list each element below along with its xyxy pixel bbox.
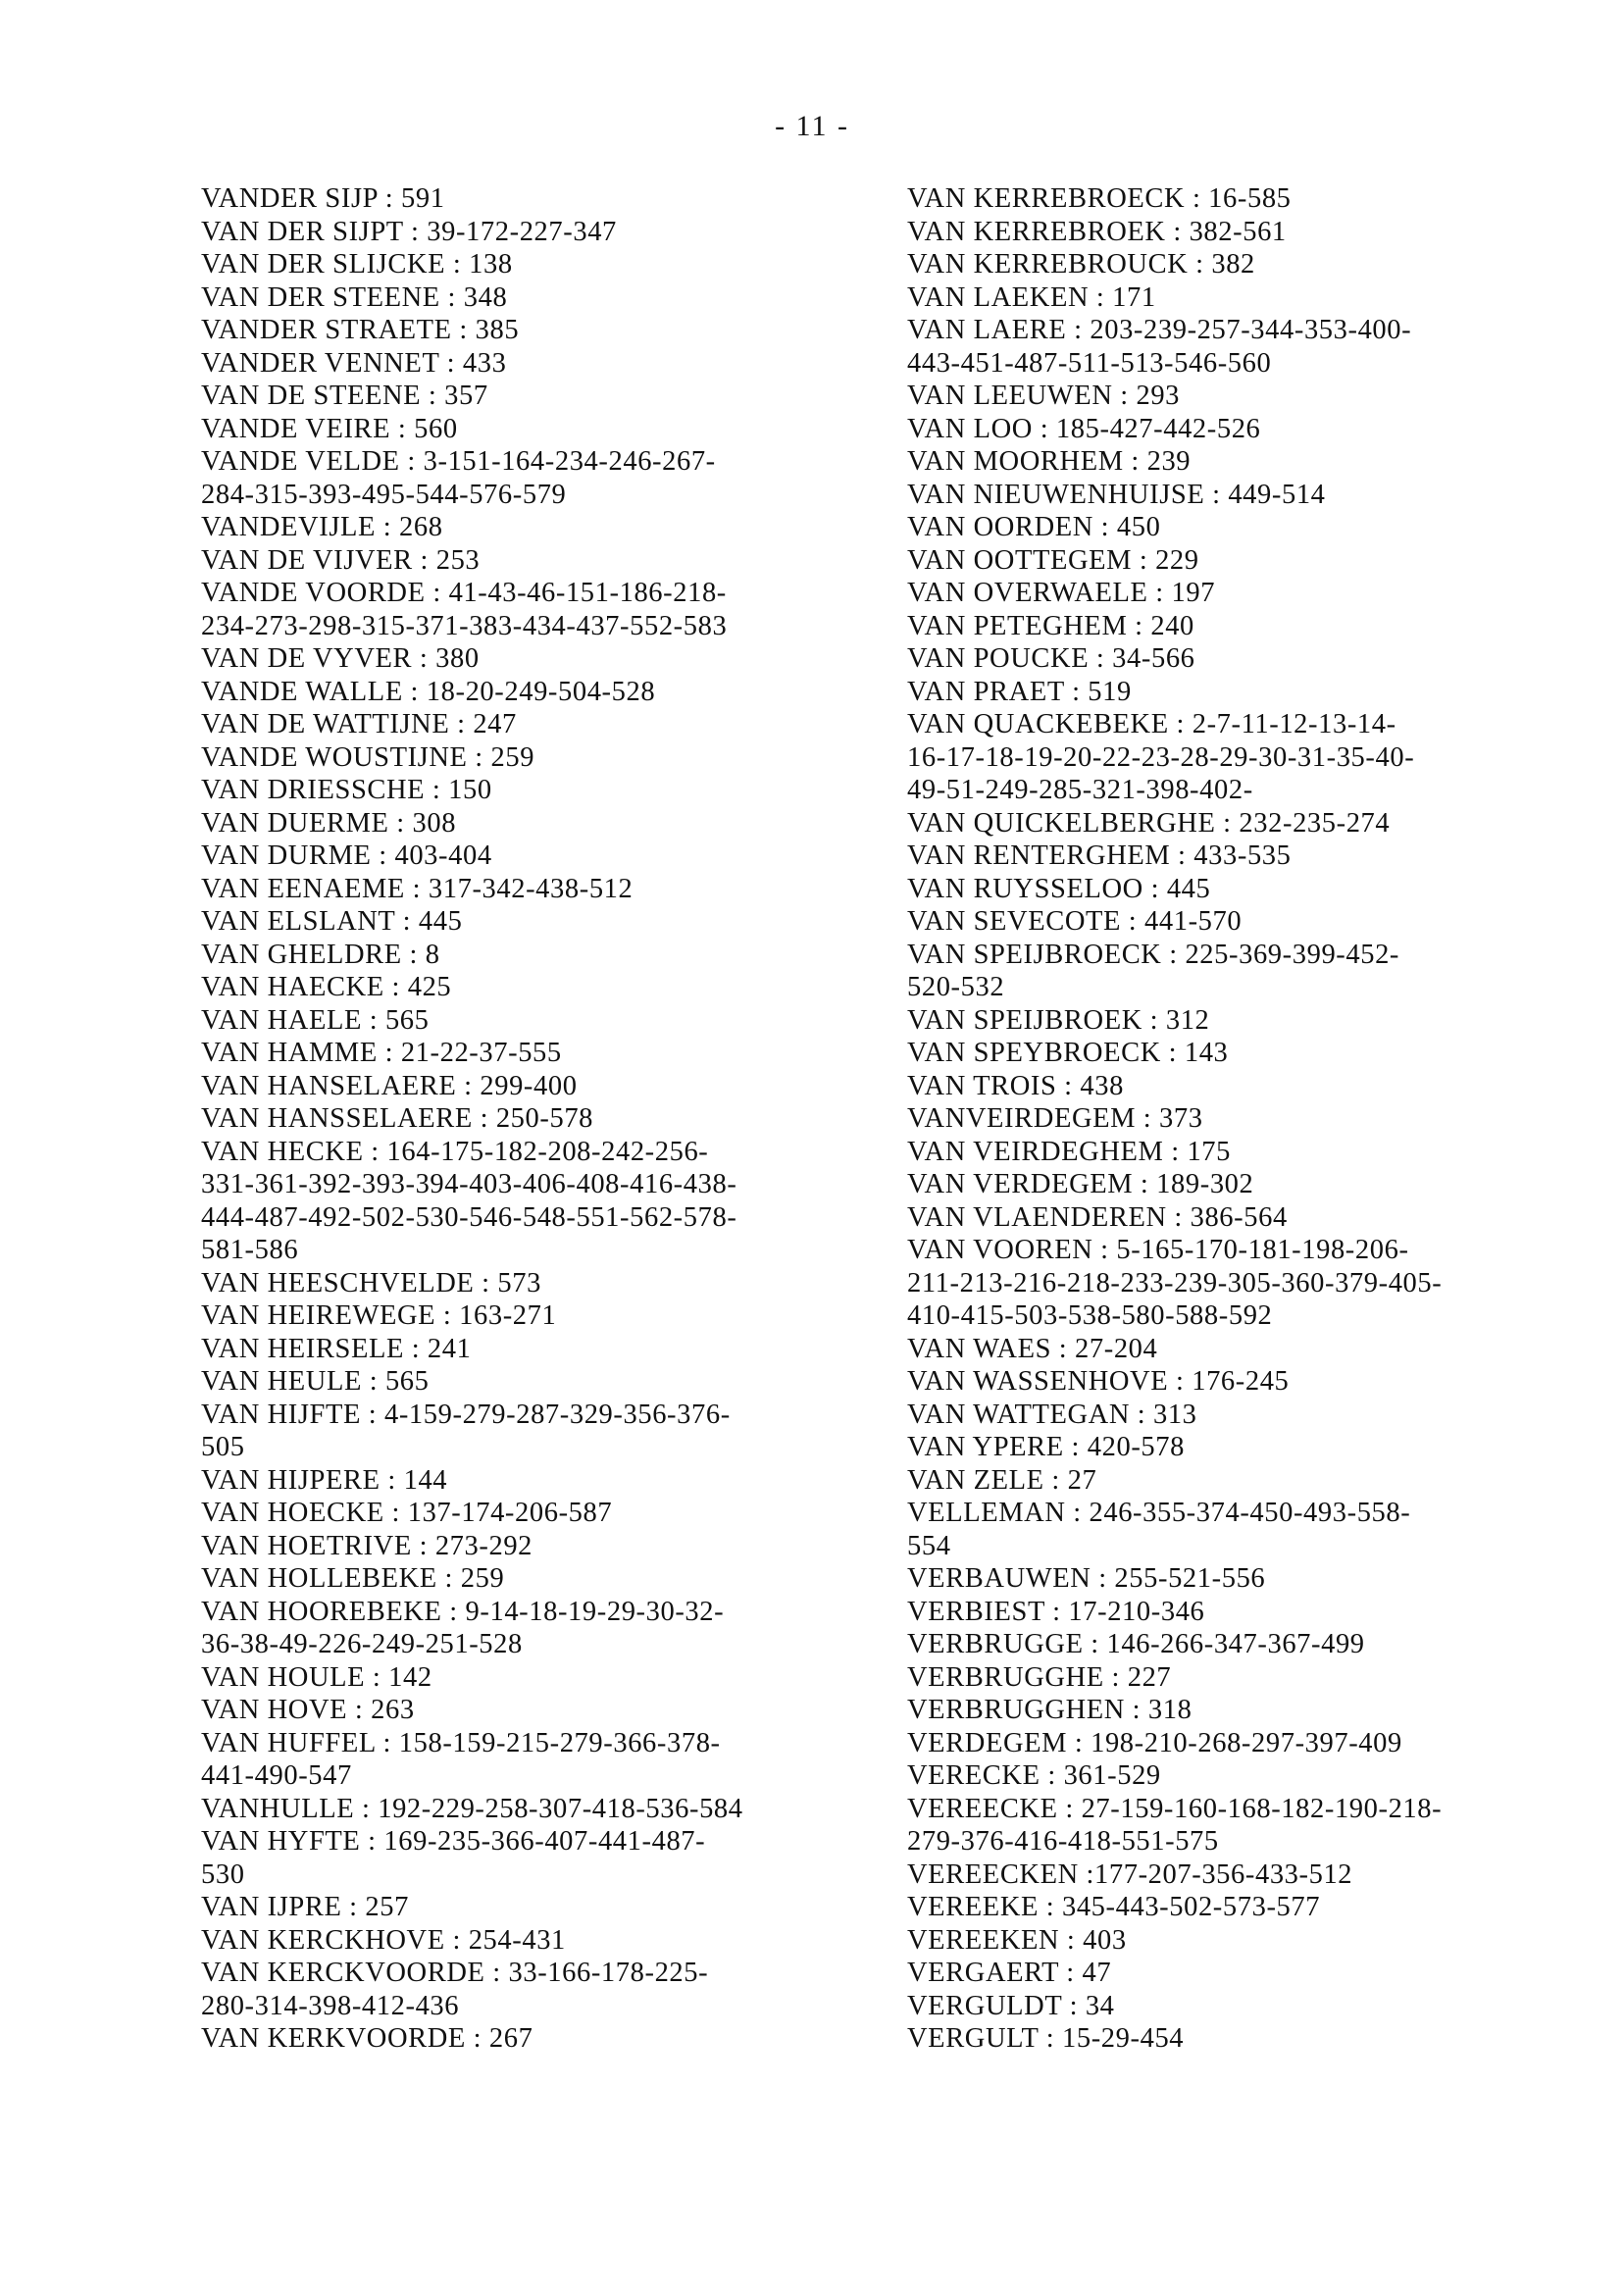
index-entry-line: VANVEIRDEGEM : 373 [907,1103,1203,1134]
index-entry-line: VAN SPEIJBROECK : 225-369-399-452- [907,939,1400,970]
index-entry-line: VEREEKEN : 403 [907,1924,1127,1956]
index-column-left [201,182,868,2056]
index-entry-line: VAN HEIRSELE : 241 [201,1333,472,1364]
index-entry-line: VAN LEEUWEN : 293 [907,381,1181,411]
index-entry-line: 444-487-492-502-530-546-548-551-562-578- [201,1201,737,1233]
index-entry-line: VAN HOVE : 263 [201,1695,415,1725]
index-entry-line: VERGULT : 15-29-454 [907,2023,1185,2054]
index-entry-line: 16-17-18-19-20-22-23-28-29-30-31-35-40- [907,741,1415,773]
index-entry-line: VAN DE WATTIJNE : 247 [201,709,517,739]
index-entry-line: VAN LAERE : 203-239-257-344-353-400- [907,315,1412,345]
index-entry-line: 331-361-392-393-394-403-406-408-416-438- [201,1169,737,1199]
index-entry-line: VAN HOETRIVE : 273-292 [201,1530,533,1561]
index-entry-line: VERGAERT : 47 [907,1958,1112,1988]
index-entry-line: 441-490-547 [201,1760,352,1791]
index-entry-line: 279-376-416-418-551-575 [907,1826,1219,1857]
index-entry-line: VERDEGEM : 198-210-268-297-397-409 [907,1727,1402,1758]
index-entry-line: VAN MOORHEM : 239 [907,446,1192,477]
index-entry-line: VAN ZELE : 27 [907,1464,1097,1496]
index-entry-line: VAN HAMME : 21-22-37-555 [201,1038,562,1068]
index-entry-line: VAN DE VIJVER : 253 [201,544,481,576]
index-entry-line: 505 [201,1432,245,1462]
index-entry-line: VEREECKEN :177-207-356-433-512 [907,1858,1353,1890]
index-entry-line: VANDE VOORDE : 41-43-46-151-186-218- [201,578,727,608]
index-entry-line: VAN HEULE : 565 [201,1366,430,1397]
index-entry-line: VAN DURME : 403-404 [201,840,492,871]
index-column-right [907,182,1574,2056]
index-entry-line: VAN PETEGHEM : 240 [907,610,1194,641]
index-entry-line: VAN VEIRDEGHEM : 175 [907,1136,1231,1167]
index-entry-line: VAN HECKE : 164-175-182-208-242-256- [201,1136,709,1167]
index-entry-line: VANDE WOUSTIJNE : 259 [201,741,535,773]
index-entry-line: VAN RUYSSELOO : 445 [907,873,1211,904]
index-entry-line: VANDE VEIRE : 560 [201,413,458,444]
index-entry-line: VAN NIEUWENHUIJSE : 449-514 [907,479,1326,510]
index-entry-line: VAN DE VYVER : 380 [201,643,480,674]
index-entry-line: 410-415-503-538-580-588-592 [907,1300,1273,1331]
index-entry-line: VERBIEST : 17-210-346 [907,1596,1205,1627]
index-entry-line: VANHULLE : 192-229-258-307-418-536-584 [201,1793,743,1824]
index-entry-line: VAN HEESCHVELDE : 573 [201,1267,541,1298]
index-entry-line: VAN HOLLEBEKE : 259 [201,1563,505,1594]
index-entry-line: VAN DER SIJPT : 39-172-227-347 [201,216,617,247]
index-entry-line: VAN LAEKEN : 171 [907,281,1156,313]
index-entry-line: VAN DER SLIJCKE : 138 [201,249,513,280]
index-entry-line: VANDEVIJLE : 268 [201,512,443,542]
index-entry-line: VAN PRAET : 519 [907,676,1132,707]
index-entry-line: VAN OORDEN : 450 [907,512,1161,542]
index-entry-line: VERECKE : 361-529 [907,1760,1161,1791]
index-entry-line: VAN OOTTEGEM : 229 [907,544,1199,576]
index-entry-line: VANDE WALLE : 18-20-249-504-528 [201,676,656,707]
index-entry-line: VERBRUGGHEN : 318 [907,1695,1193,1725]
index-entry-line: VAN KERREBROECK : 16-585 [907,183,1292,214]
index-entry-line: VEREEKE : 345-443-502-573-577 [907,1892,1321,1922]
index-entry-line: VAN DER STEENE : 348 [201,281,508,313]
index-entry-line: VAN HANSELAERE : 299-400 [201,1070,578,1101]
index-entry-line: VERBRUGGE : 146-266-347-367-499 [907,1629,1365,1659]
index-entry-line: VAN WAES : 27-204 [907,1333,1158,1364]
index-entry-line: VAN LOO : 185-427-442-526 [907,413,1261,444]
index-entry-line: VAN RENTERGHEM : 433-535 [907,840,1292,871]
index-entry-line: VAN SEVECOTE : 441-570 [907,906,1243,937]
index-entry-line: VAN VERDEGEM : 189-302 [907,1169,1254,1199]
index-entry-line: VAN HIJPERE : 144 [201,1464,448,1496]
index-entry-line: VAN QUICKELBERGHE : 232-235-274 [907,807,1391,839]
index-entry-line: VAN HANSSELAERE : 250-578 [201,1103,594,1134]
index-entry-line: VAN HIJFTE : 4-159-279-287-329-356-376- [201,1399,731,1430]
index-entry-line: VERBAUWEN : 255-521-556 [907,1563,1266,1594]
index-entry-line: VAN KERCKVOORDE : 33-166-178-225- [201,1958,709,1988]
index-entry-line: VAN ELSLANT : 445 [201,906,463,937]
index-entry-line: VAN HAECKE : 425 [201,972,452,1002]
index-entry-line: VEREECKE : 27-159-160-168-182-190-218- [907,1793,1443,1824]
index-entry-line: VAN SPEIJBROEK : 312 [907,1004,1210,1036]
index-entry-line: VAN HOECKE : 137-174-206-587 [201,1498,613,1528]
index-entry-line: VAN HEIREWEGE : 163-271 [201,1300,557,1331]
index-entry-line: VAN KERREBROEK : 382-561 [907,216,1287,247]
index-entry-line: VAN DRIESSCHE : 150 [201,775,492,805]
index-entry-line: VANDER SIJP : 591 [201,183,445,214]
index-entry-line: VAN KERREBROUCK : 382 [907,249,1255,280]
index-entry-line: VAN GHELDRE : 8 [201,939,440,970]
index-entry-line: VAN HOULE : 142 [201,1661,432,1693]
index-entry-line: VANDER VENNET : 433 [201,347,507,379]
index-entry-line: VAN HAELE : 565 [201,1004,430,1036]
index-entry-line: VERBRUGGHE : 227 [907,1661,1172,1693]
index-entry-line: 581-586 [201,1235,299,1265]
index-entry-line: 49-51-249-285-321-398-402- [907,775,1253,805]
index-entry-line: VAN HYFTE : 169-235-366-407-441-487- [201,1826,706,1857]
index-entry-line: VAN HUFFEL : 158-159-215-279-366-378- [201,1727,721,1758]
page-number: - 11 - [775,110,849,142]
index-entry-line: VAN SPEYBROECK : 143 [907,1038,1229,1068]
index-entry-line: VAN DE STEENE : 357 [201,381,488,411]
index-entry-line: VAN POUCKE : 34-566 [907,643,1195,674]
index-entry-line: VAN IJPRE : 257 [201,1892,409,1922]
index-entry-line: VAN QUACKEBEKE : 2-7-11-12-13-14- [907,709,1396,739]
index-entry-line: VAN TROIS : 438 [907,1070,1124,1101]
index-entry-line: 284-315-393-495-544-576-579 [201,479,567,510]
index-entry-line: VANDE VELDE : 3-151-164-234-246-267- [201,446,716,477]
index-entry-line: VAN EENAEME : 317-342-438-512 [201,873,634,904]
index-entry-line: 280-314-398-412-436 [201,1990,460,2021]
index-entry-line: VAN WATTEGAN : 313 [907,1399,1197,1430]
index-entry-line: 443-451-487-511-513-546-560 [907,347,1272,379]
index-entry-line: VAN WASSENHOVE : 176-245 [907,1366,1290,1397]
index-entry-line: 211-213-216-218-233-239-305-360-379-405- [907,1267,1443,1298]
index-entry-line: 36-38-49-226-249-251-528 [201,1629,523,1659]
index-entry-line: 530 [201,1858,245,1890]
index-entry-line: VAN KERCKHOVE : 254-431 [201,1924,566,1956]
index-entry-line: VAN YPERE : 420-578 [907,1432,1185,1462]
index-entry-line: VAN VLAENDEREN : 386-564 [907,1201,1288,1233]
index-entry-line: 554 [907,1530,951,1561]
index-entry-line: VAN KERKVOORDE : 267 [201,2023,533,2054]
index-entry-line: 520-532 [907,972,1005,1002]
index-entry-line: VAN OVERWAELE : 197 [907,578,1216,608]
index-entry-line: VAN HOOREBEKE : 9-14-18-19-29-30-32- [201,1596,725,1627]
index-entry-line: VAN DUERME : 308 [201,807,457,839]
index-entry-line: VANDER STRAETE : 385 [201,315,520,345]
index-entry-line: 234-273-298-315-371-383-434-437-552-583 [201,610,728,641]
index-entry-line: VELLEMAN : 246-355-374-450-493-558- [907,1498,1411,1528]
index-entry-line: VERGULDT : 34 [907,1990,1115,2021]
index-entry-line: VAN VOOREN : 5-165-170-181-198-206- [907,1235,1409,1265]
